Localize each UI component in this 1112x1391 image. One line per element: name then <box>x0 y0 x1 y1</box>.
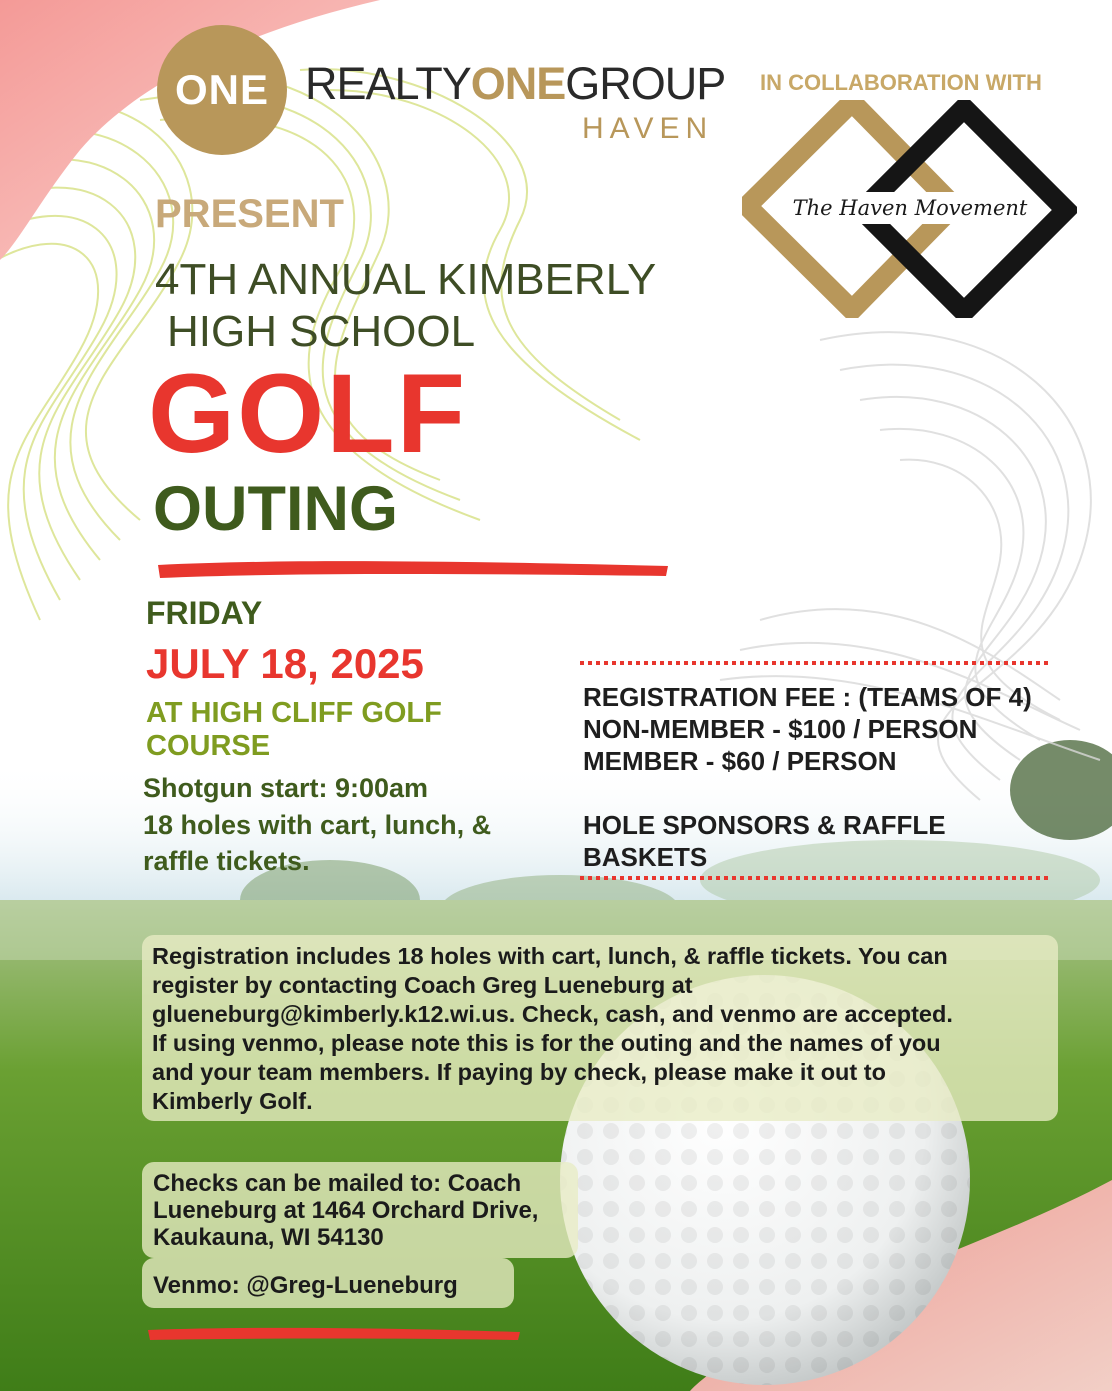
event-day: FRIDAY <box>146 595 263 631</box>
location-line-1: AT HIGH CLIFF GOLF <box>146 697 442 729</box>
info-text <box>152 942 953 1116</box>
realty-one-logo <box>157 25 287 155</box>
brand-word-realty: REALTY <box>305 58 471 109</box>
info-line: Kimberly Golf. <box>152 1088 313 1114</box>
includes-line-2: raffle tickets. <box>143 846 310 876</box>
fee-line-1: REGISTRATION FEE : (TEAMS OF 4) <box>583 682 1032 712</box>
brand-word-group: GROUP <box>565 58 726 109</box>
brand-name <box>305 58 725 110</box>
brand-word-one: ONE <box>470 58 566 109</box>
golf-heading: GOLF <box>148 351 468 476</box>
fee-line-2: NON-MEMBER - $100 / PERSON <box>583 714 978 744</box>
brand-sub: HAVEN <box>582 112 714 145</box>
mail-line-2: Lueneburg at 1464 Orchard Drive, <box>153 1197 539 1224</box>
fee-line-3: MEMBER - $60 / PERSON <box>583 746 897 776</box>
info-line: Registration includes 18 holes with cart, lunch, & raffle tickets. You can <box>152 943 948 969</box>
info-line: glueneburg@kimberly.k12.wi.us. Check, cash, and venmo are accepted. <box>152 1001 953 1027</box>
outing-heading: OUTING <box>153 474 398 544</box>
includes-line-1: 18 holes with cart, lunch, & <box>143 810 492 840</box>
info-line: If using venmo, please note this is for the outing and the names of you <box>152 1030 941 1056</box>
sponsors-line-1: HOLE SPONSORS & RAFFLE <box>583 810 946 840</box>
mail-line-1: Checks can be mailed to: Coach <box>153 1170 522 1197</box>
event-title-line-2: HIGH SCHOOL <box>167 307 476 356</box>
logo-circle-text: ONE <box>174 66 269 113</box>
collab-text: IN COLLABORATION WITH <box>760 70 1042 95</box>
fees-block <box>583 681 1032 873</box>
venmo-handle: Venmo: @Greg-Lueneburg <box>153 1272 458 1299</box>
event-title-line-1: 4TH ANNUAL KIMBERLY <box>155 255 657 304</box>
shotgun-start: Shotgun start: 9:00am <box>143 773 429 803</box>
location-line-2: COURSE <box>146 730 271 762</box>
event-date: JULY 18, 2025 <box>146 640 424 687</box>
partner-logo-text: The Haven Movement <box>792 196 1028 220</box>
mail-text <box>153 1170 538 1251</box>
present-label: PRESENT <box>155 192 344 236</box>
sponsors-line-2: BASKETS <box>583 842 708 872</box>
mail-line-3: Kaukauna, WI 54130 <box>153 1224 384 1251</box>
info-line: and your team members. If paying by check, please make it out to <box>152 1059 886 1085</box>
info-line: register by contacting Coach Greg Lueneburg at <box>152 972 693 998</box>
